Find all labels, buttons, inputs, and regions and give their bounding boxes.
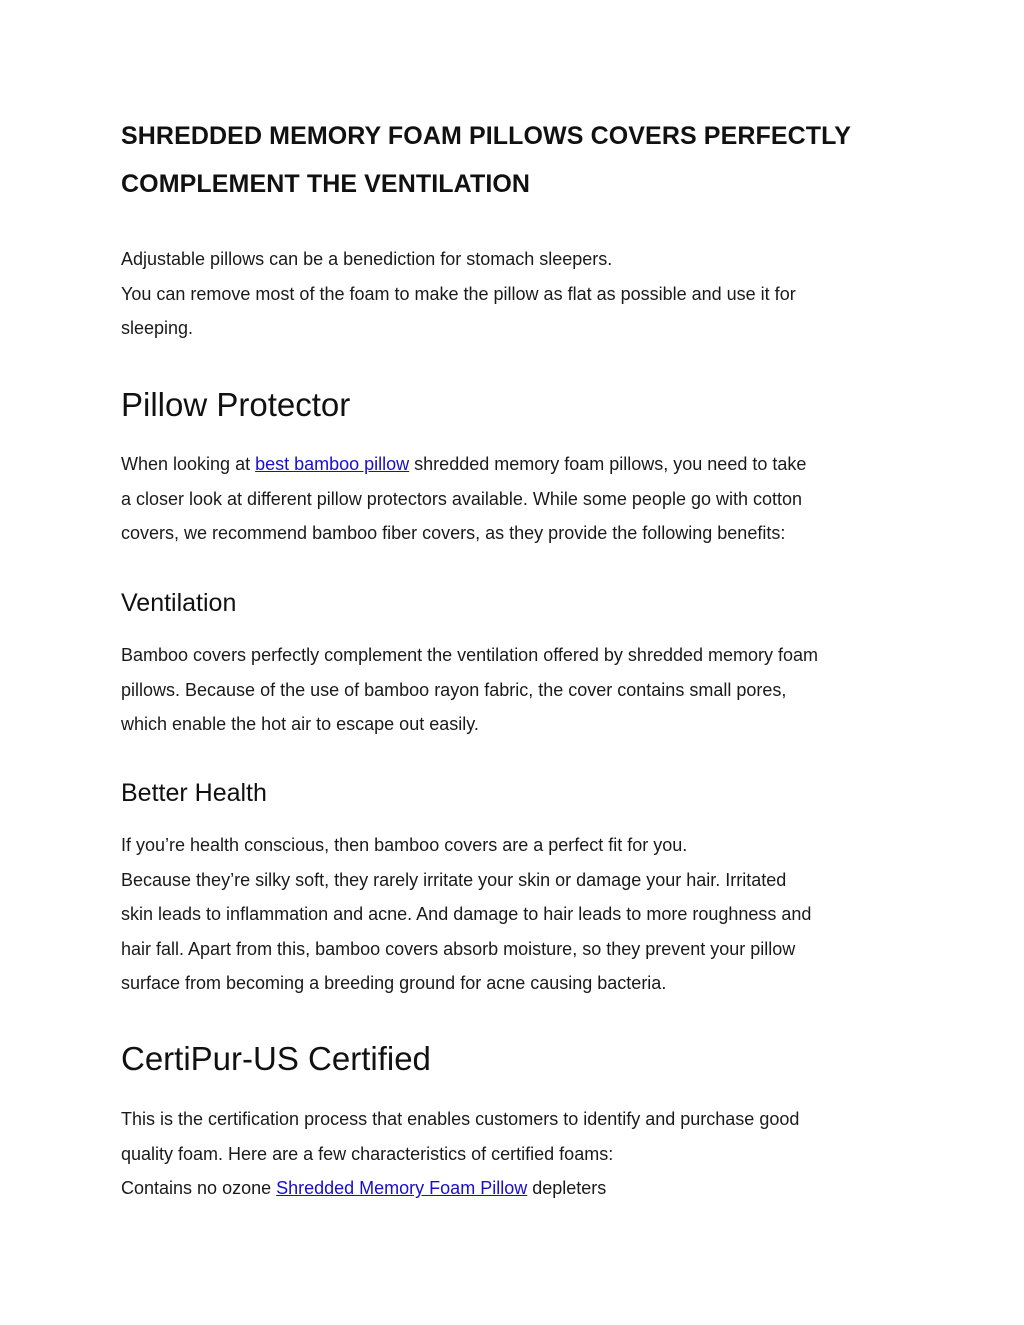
intro-paragraph [121,242,796,346]
pillow-protector-paragraph [121,447,806,551]
certipur-line-3 [121,1171,799,1206]
pillow-protector-text-before-link: When looking at [121,454,256,474]
better-health-line-3: skin leads to inflammation and acne. And damage to hair leads to more roughness and [121,904,812,925]
heading-certipur: CertiPur-US Certified [121,1040,431,1077]
better-health-line-2: Because they’re silky soft, they rarely irritate your skin or damage your hair. Irritated [121,869,787,890]
heading-pillow-protector: Pillow Protector [121,386,351,423]
shredded-memory-foam-pillow-link[interactable]: Shredded Memory Foam Pillow [276,1178,528,1199]
certipur-paragraph [121,1102,799,1206]
document-title [121,112,911,208]
certipur-line-2: quality foam. Here are a few characteristics of certified foams: [121,1143,614,1164]
title-line-2: COMPLEMENT THE VENTILATION [121,170,531,198]
ventilation-line-2: pillows. Because of the use of bamboo rayon fabric, the cover contains small pores, [121,679,787,700]
intro-line-2: You can remove most of the foam to make the pillow as flat as possible and use it for [121,283,796,304]
title-line-1: SHREDDED MEMORY FOAM PILLOWS COVERS PERFECTLY [121,122,852,150]
ventilation-line-3: which enable the hot air to escape out easily. [121,714,479,735]
certipur-text-after-link: depleters [527,1178,607,1199]
pillow-protector-line-3: covers, we recommend bamboo fiber covers, as they provide the following benefits: [121,523,786,544]
better-health-paragraph [121,828,811,1001]
certipur-text-before-link: Contains no ozone [121,1178,277,1199]
heading-better-health: Better Health [121,779,267,807]
intro-line-3: sleeping. [121,318,194,339]
ventilation-paragraph [121,638,818,742]
best-bamboo-pillow-link[interactable]: best bamboo pillow [255,454,410,474]
pillow-protector-line-1 [121,447,806,482]
pillow-protector-text-after-link: shredded memory foam pillows, you need to take [409,454,807,474]
better-health-line-4: hair fall. Apart from this, bamboo covers absorb moisture, so they prevent your pillow [121,938,796,959]
intro-line-1: Adjustable pillows can be a benediction for stomach sleepers. [121,249,613,269]
pillow-protector-line-2: a closer look at different pillow protectors available. While some people go with cotton [121,488,803,509]
better-health-line-1: If you’re health conscious, then bamboo covers are a perfect fit for you. [121,835,688,855]
better-health-line-5: surface from becoming a breeding ground for acne causing bacteria. [121,973,667,994]
certipur-line-1: This is the certification process that enables customers to identify and purchase good [121,1109,800,1129]
ventilation-line-1: Bamboo covers perfectly complement the ventilation offered by shredded memory foam [121,645,819,665]
heading-ventilation: Ventilation [121,589,237,617]
